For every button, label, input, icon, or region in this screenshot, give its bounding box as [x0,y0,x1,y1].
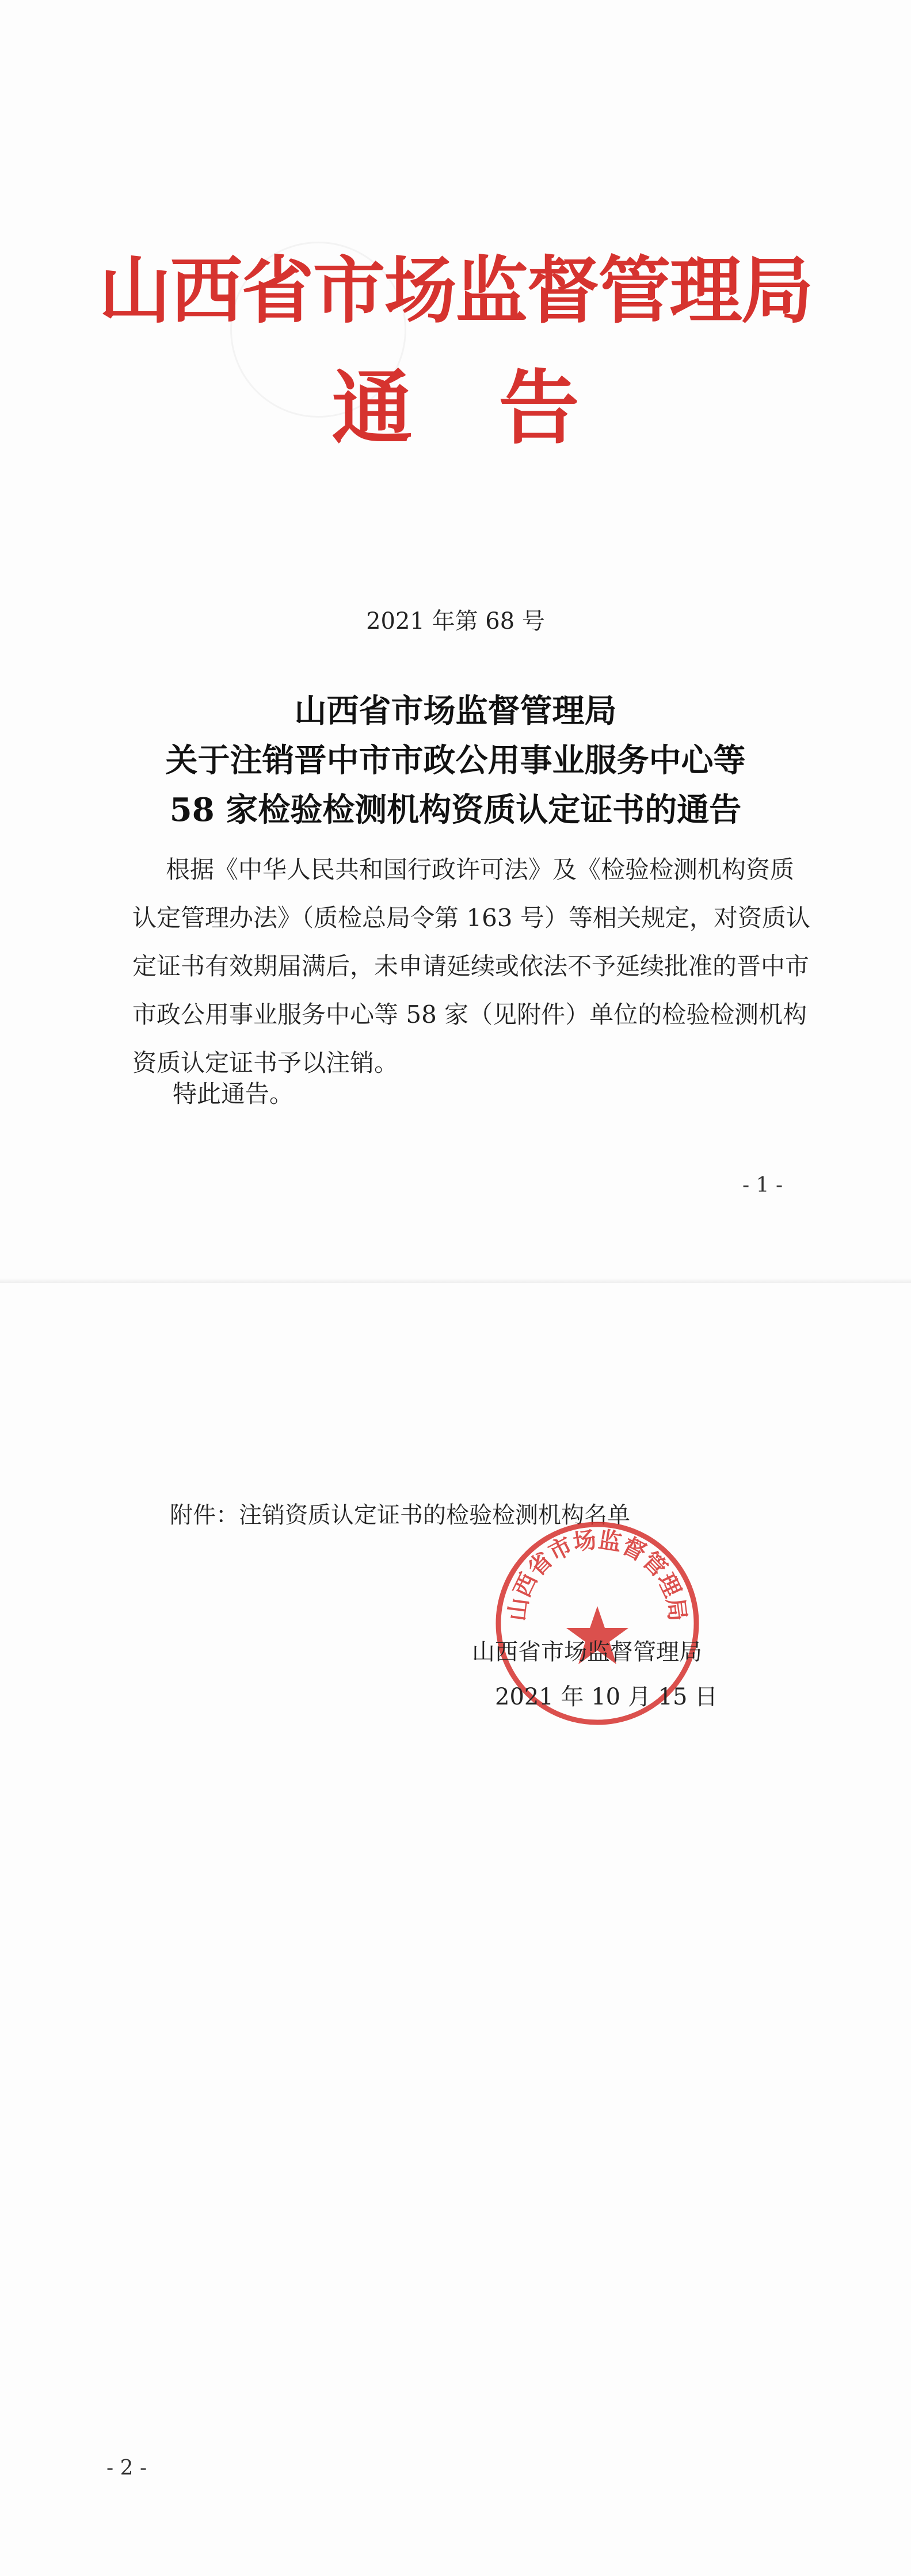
page-number: - 2 - [106,2456,147,2480]
notice-heading: 通告 [331,361,666,456]
document-title-line: 关于注销晋中市市政公用事业服务中心等 [165,742,746,779]
attachment-line: 附件：注销资质认定证书的检验检测机构名单 [170,1502,630,1528]
agency-title: 山西省市场监督管理局 [98,248,813,333]
body-line: 认定管理办法》（质检总局令第 163 号）等相关规定，对资质认 [132,904,810,932]
document-title-line: 山西省市场监督管理局 [294,692,617,730]
document-page-2 [0,1283,911,2576]
body-line: 资质认定证书予以注销。 [132,1049,399,1077]
document-number: 2021 年第 68 号 [366,608,545,635]
seal-text: 山西省市场监督管理局 [503,1526,692,1623]
page-number: - 1 - [742,1174,783,1197]
signing-date: 2021 年 10 月 15 日 [495,1684,718,1710]
body-line: 市政公用事业服务中心等 58 家（见附件）单位的检验检测机构 [132,1000,807,1029]
body-paragraph [132,846,810,1087]
body-line: 根据《中华人民共和国行政许可法》及《检验检测机构资质 [166,855,795,884]
closing-line: 特此通告。 [173,1080,294,1108]
body-line: 定证书有效期届满后，未申请延续或依法不予延续批准的晋中市 [132,952,810,980]
signing-organization: 山西省市场监督管理局 [472,1639,702,1665]
document-title-line: 58 家检验检测机构资质认定证书的通告 [169,791,742,829]
document-page-1 [0,0,911,1283]
